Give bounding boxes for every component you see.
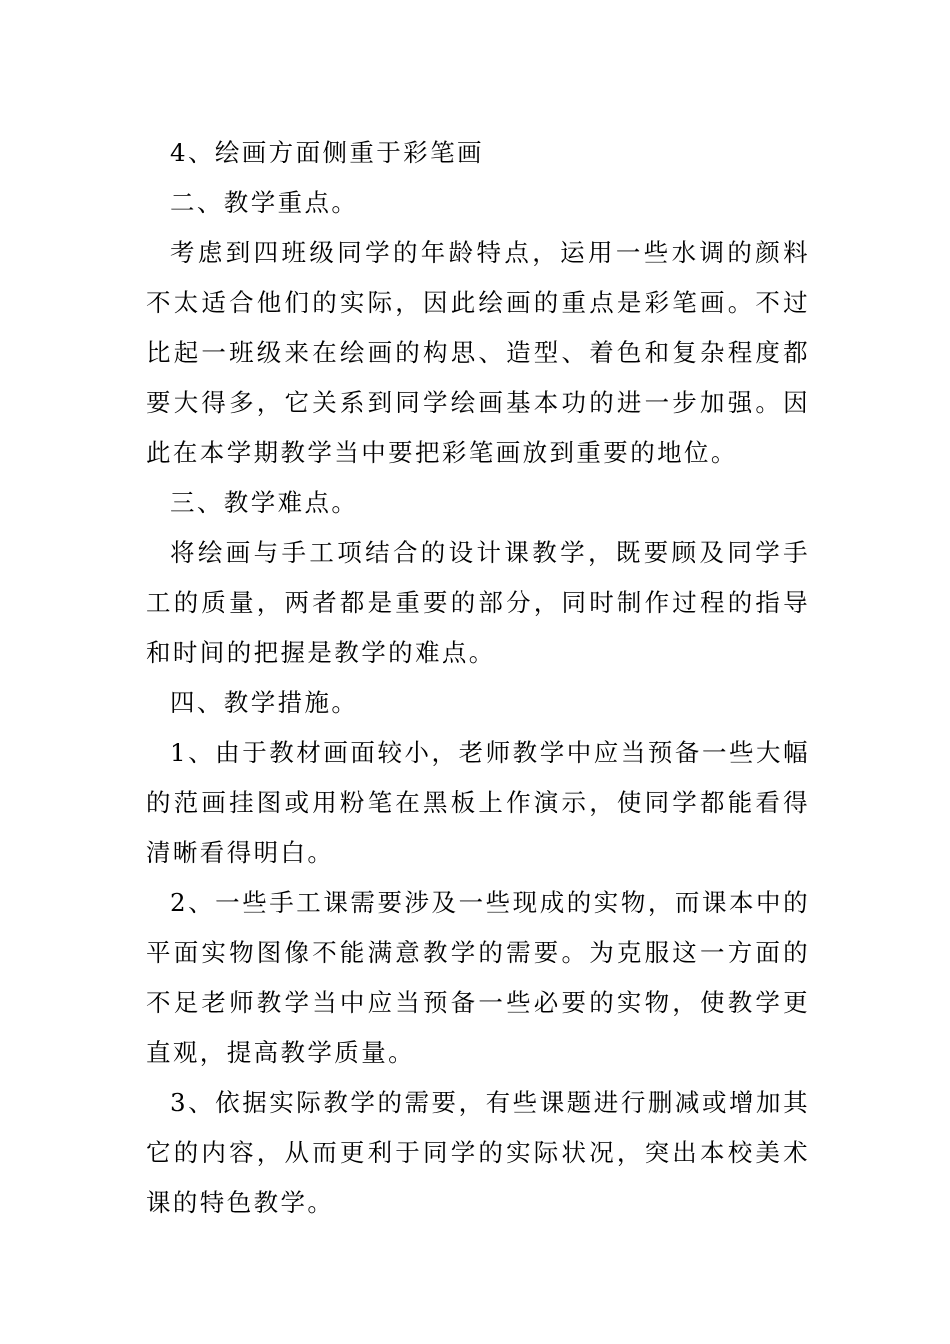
section-3-heading: 三、教学难点。 <box>170 488 359 517</box>
section-3-paragraph: 将绘画与手工项结合的设计课教学，既要顾及同学手工的质量，两者都是重要的部分，同时制作过程的指导和时间的把握是教学的难点。 <box>146 538 810 667</box>
measure-1-paragraph: 1、由于教材画面较小，老师教学中应当预备一些大幅的范画挂图或用粉笔在黑板上作演示，使同学都能看得清晰看得明白。 <box>146 738 810 867</box>
section-4-heading: 四、教学措施。 <box>170 688 359 717</box>
measure-2-paragraph: 2、一些手工课需要涉及一些现成的实物，而课本中的平面实物图像不能满意教学的需要。为克服这一方面的不足老师教学当中应当预备一些必要的实物，使教学更直观，提高教学质量。 <box>146 888 810 1067</box>
item-4-line: 4、绘画方面侧重于彩笔画 <box>170 138 484 167</box>
document-body <box>146 128 810 1228</box>
measure-3-paragraph: 3、依据实际教学的需要，有些课题进行删减或增加其它的内容，从而更利于同学的实际状况，突出本校美术课的特色教学。 <box>146 1088 810 1217</box>
section-2-paragraph: 考虑到四班级同学的年龄特点，运用一些水调的颜料不太适合他们的实际，因此绘画的重点是彩笔画。不过比起一班级来在绘画的构思、造型、着色和复杂程度都要大得多，它关系到同学绘画基本功的进一步加强。因此在本学期教学当中要把彩笔画放到重要的地位。 <box>146 238 810 467</box>
section-2-heading: 二、教学重点。 <box>170 188 359 217</box>
